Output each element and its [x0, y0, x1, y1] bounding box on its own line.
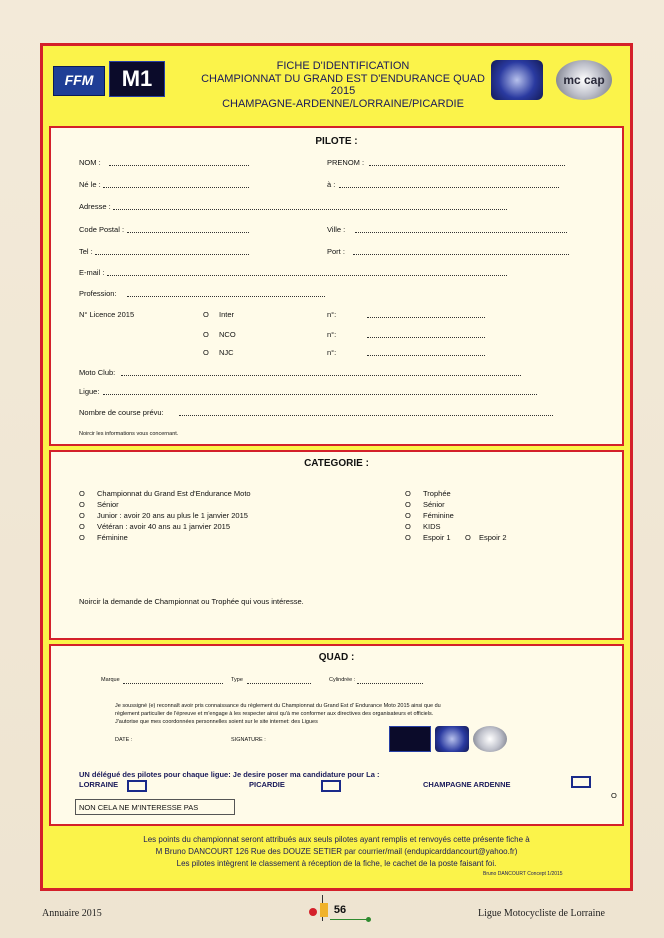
footer-line-3: Les pilotes intègrent le classement à réception de la fiche, le cachet de la poste faisant foi.	[176, 859, 497, 868]
ligue-label: Ligue:	[79, 387, 100, 396]
mccap-logo-small	[473, 726, 507, 752]
picardie-checkbox[interactable]	[321, 780, 341, 792]
a-label: à :	[327, 180, 336, 189]
cat-espoir2-label: Espoir 2	[479, 533, 507, 542]
cylindree-label: Cylindrée :	[329, 677, 356, 683]
cat-right-radio-3[interactable]: O	[405, 511, 411, 520]
tel-label: Tel :	[79, 247, 93, 256]
quad-logo-small	[435, 726, 469, 752]
ne-le-field[interactable]	[103, 180, 249, 188]
champagne-label: CHAMPAGNE ARDENNE	[423, 780, 511, 789]
inter-num-label: n°:	[327, 310, 337, 319]
picardie-label: PICARDIE	[249, 780, 285, 789]
cat-right-label-1: Trophée	[423, 489, 451, 498]
nom-field[interactable]	[109, 158, 249, 166]
cat-espoir2-radio[interactable]: O	[465, 533, 471, 542]
type-label: Type	[231, 677, 243, 683]
footer-line-2: M Bruno DANCOURT 126 Rue des DOUZE SETIER par courrier/mail (endupicarddancourt@yahoo.fr)	[155, 847, 518, 856]
lorraine-checkbox[interactable]	[127, 780, 147, 792]
licence-label: N° Licence 2015	[79, 310, 135, 319]
form-title	[193, 60, 493, 110]
type-field[interactable]	[247, 676, 311, 684]
quad-title: QUAD :	[318, 652, 355, 663]
a-field[interactable]	[339, 180, 559, 188]
ffm-logo: FFM	[53, 66, 105, 96]
njc-num-label: n°:	[327, 348, 337, 357]
moto-club-label: Moto Club:	[79, 368, 116, 377]
ville-label: Ville :	[327, 225, 346, 234]
inter-num-field[interactable]	[367, 310, 485, 318]
title-line-2: CHAMPIONNAT DU GRAND EST D'ENDURANCE QUAD	[201, 72, 485, 85]
prenom-label: PRENOM :	[327, 158, 365, 167]
form-header	[43, 46, 630, 118]
cat-left-label-2: Sénior	[97, 500, 119, 509]
signature-label: SIGNATURE :	[231, 737, 266, 743]
prenom-field[interactable]	[369, 158, 565, 166]
cat-left-radio-4[interactable]: O	[79, 522, 85, 531]
inter-label: Inter	[219, 310, 235, 319]
cat-right-radio-4[interactable]: O	[405, 522, 411, 531]
njc-radio[interactable]: O	[203, 348, 209, 357]
email-field[interactable]	[107, 268, 507, 276]
cat-right-label-5: Espoir 1	[423, 533, 451, 542]
cylindree-field[interactable]	[357, 676, 423, 684]
adresse-label: Adresse :	[79, 202, 111, 211]
footer-note	[43, 834, 630, 870]
cat-left-label-5: Féminine	[97, 533, 128, 542]
m1-logo: M1	[109, 61, 165, 97]
cat-right-radio-5[interactable]: O	[405, 533, 411, 542]
nco-radio[interactable]: O	[203, 330, 209, 339]
categorie-note: Noircir la demande de Championnat ou Trophée qui vous intéresse.	[79, 597, 304, 606]
categorie-title: CATEGORIE :	[304, 458, 369, 469]
cat-left-label-1: Championnat du Grand Est d'Endurance Moto	[97, 489, 251, 498]
cat-right-label-3: Féminine	[423, 511, 454, 520]
email-label: E-mail :	[79, 268, 105, 277]
moto-club-field[interactable]	[121, 368, 521, 376]
trailing-radio[interactable]: O	[611, 791, 617, 800]
green-line	[330, 919, 368, 920]
cat-right-label-4: KIDS	[423, 522, 441, 531]
nco-num-field[interactable]	[367, 330, 485, 338]
quad-logo	[491, 60, 543, 100]
cat-right-radio-1[interactable]: O	[405, 489, 411, 498]
nco-num-label: n°:	[327, 330, 337, 339]
quad-section	[49, 644, 624, 826]
annuaire-label: Annuaire 2015	[42, 908, 102, 919]
code-postal-label: Code Postal :	[79, 225, 125, 234]
footer-line-1: Les points du championnat seront attribués aux seuls pilotes ayant remplis et renvoyés cette présente fiche à	[143, 835, 530, 844]
cat-left-radio-1[interactable]: O	[79, 489, 85, 498]
mccap-logo: mc cap	[556, 60, 612, 100]
profession-label: Profession:	[79, 289, 117, 298]
nombre-course-field[interactable]	[179, 408, 553, 416]
delegue-text: UN délégué des pilotes pour chaque ligue: Je desire poser ma candidature pour La :	[79, 770, 380, 779]
nombre-course-label: Nombre de course prévu:	[79, 408, 164, 417]
m1-logo-small	[389, 726, 431, 752]
non-cela-label: NON CELA NE M'INTERESSE PAS	[79, 803, 199, 812]
marque-field[interactable]	[123, 676, 223, 684]
non-cela-box[interactable]	[75, 799, 235, 815]
pilote-section	[49, 126, 624, 446]
orange-block	[320, 903, 328, 917]
cat-left-radio-5[interactable]: O	[79, 533, 85, 542]
green-dot-icon	[366, 917, 371, 922]
njc-label: NJC	[219, 348, 234, 357]
profession-field[interactable]	[127, 289, 325, 297]
nom-label: NOM :	[79, 158, 101, 167]
red-dot-icon	[309, 908, 317, 916]
cat-right-radio-2[interactable]: O	[405, 500, 411, 509]
page-number: 56	[333, 904, 347, 916]
cat-left-label-3: Junior : avoir 20 ans au plus le 1 janvier 2015	[97, 511, 248, 520]
port-field[interactable]	[353, 247, 569, 255]
cat-left-radio-3[interactable]: O	[79, 511, 85, 520]
marque-label: Marque	[101, 677, 120, 683]
concept-credit: Bruno DANCOURT Concept 1/2015	[483, 871, 563, 877]
nco-label: NCO	[219, 330, 236, 339]
cat-left-label-4: Vétéran : avoir 40 ans au 1 janvier 2015	[97, 522, 231, 531]
ligue-footer-label: Ligue Motocycliste de Lorraine	[478, 908, 605, 919]
pilote-title: PILOTE :	[315, 136, 358, 147]
identification-form	[40, 43, 633, 891]
categorie-section	[49, 450, 624, 640]
tel-field[interactable]	[95, 247, 249, 255]
champagne-checkbox[interactable]	[571, 776, 591, 788]
date-label: DATE :	[115, 737, 133, 743]
pilote-note: Noircir les informations vous concernant.	[79, 431, 179, 437]
inter-radio[interactable]: O	[203, 310, 209, 319]
cat-right-label-2: Sénior	[423, 500, 445, 509]
ville-field[interactable]	[355, 225, 567, 233]
lorraine-label: LORRAINE	[79, 780, 119, 789]
cat-left-radio-2[interactable]: O	[79, 500, 85, 509]
port-label: Port :	[327, 247, 345, 256]
title-line-1: FICHE D'IDENTIFICATION	[276, 60, 410, 72]
title-line-4: CHAMPAGNE-ARDENNE/LORRAINE/PICARDIE	[222, 97, 464, 110]
adresse-field[interactable]	[113, 202, 507, 210]
legal-text-1: Je soussigné (e) reconnaît avoir pris connaissance du règlement du Championnat du Grand Est d' Endurance Moto 2015 ainsi que du	[115, 703, 441, 709]
title-line-3: 2015	[330, 85, 356, 97]
legal-text-2: règlement particulier de l'épreuve et m'engage à les respecter ainsi qu'à me conformer aux directives des organisateurs et officiels.	[115, 711, 434, 717]
legal-text-3: J'autorise que mes coordonnées personnelles soient sur le site internet: des Ligues	[115, 719, 318, 725]
ligue-field[interactable]	[103, 387, 537, 395]
code-postal-field[interactable]	[127, 225, 249, 233]
njc-num-field[interactable]	[367, 348, 485, 356]
ne-le-label: Né le :	[79, 180, 101, 189]
